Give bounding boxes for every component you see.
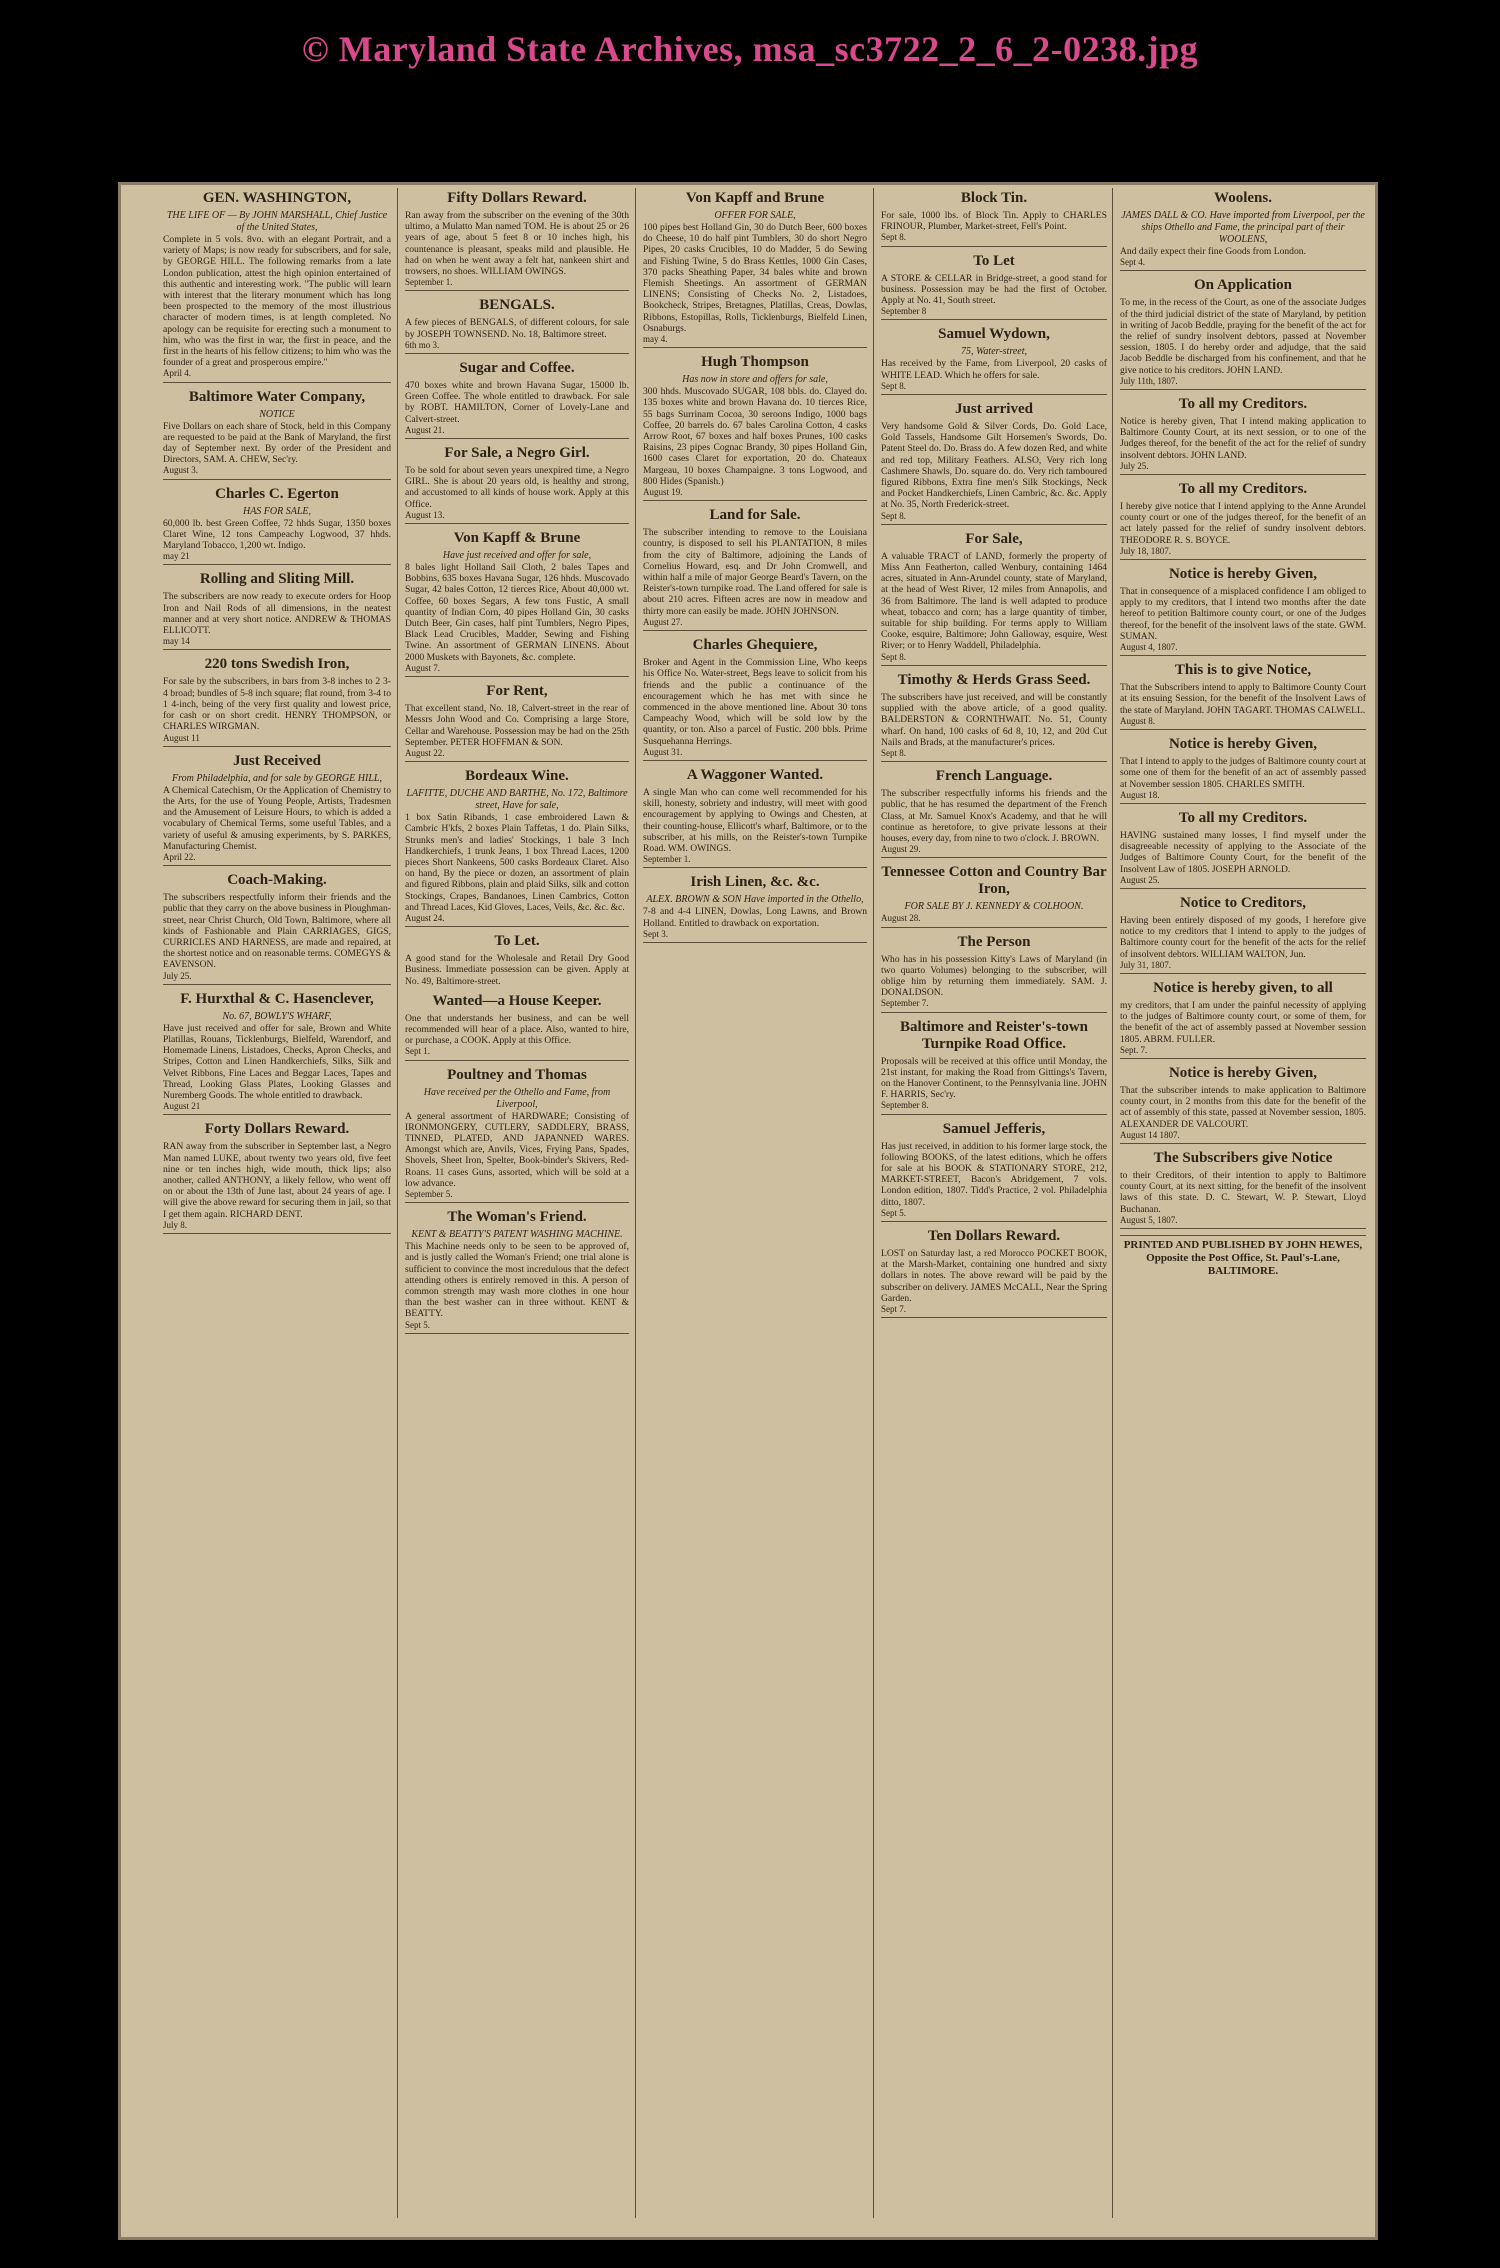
ad-date: September 5. (405, 1188, 453, 1199)
ad-date: Sept 7. (881, 1304, 907, 1314)
ad-dateline (881, 913, 1107, 927)
ad-date: August 24. (405, 912, 445, 923)
ad-heading: The Woman's Friend. (447, 1209, 587, 1226)
ad-date: September 8 (881, 306, 927, 317)
ad-date: Sept. 7. (1120, 1044, 1148, 1055)
ad-subheading: THE LIFE OF — By JOHN MARSHALL, Chief Justice of the United States, (166, 210, 388, 233)
ad-date: August 25. (1120, 874, 1160, 885)
ad-dateline (1120, 1045, 1366, 1059)
ad-dateline (881, 232, 1107, 246)
ad-heading: Von Kapff & Brune (453, 530, 581, 547)
ad-date: August 27. (643, 616, 683, 627)
ad-date: Sept 3. (643, 928, 669, 939)
advertisement (405, 360, 629, 439)
ad-body: To me, in the recess of the Court, as one of the associate Judges of the third judicial district of the state of Maryland, by petition in writing of Jacob Beddle, praying for the benefit of the act for the relief of sundry insolvent debtors, passed at November session, 1805. I do hereby order and adjudge, that the said Jacob Beddle be discharged from his confinement, and that he give notice to his creditors. JOHN LAND. (1120, 297, 1366, 376)
ad-date: August 11 (163, 732, 200, 743)
advertisement (163, 656, 391, 746)
ad-body: A Chemical Catechism, Or the Application of Chemistry to the Arts, for the use of Young People, Artists, Tradesmen and the Amusement of Leisure Hours, to which is added a vocabulary of Chemical Terms, some useful Tables, and a variety of useful & amusing experiments, by S. PARKES, Manufacturing Chemist. (163, 784, 391, 852)
ad-dateline (1120, 546, 1366, 560)
advertisement (643, 637, 867, 761)
ad-date: July 31, 1807. (1120, 959, 1172, 970)
ad-heading: Irish Linen, &c. &c. (690, 874, 820, 891)
column-rule (873, 188, 874, 2218)
archive-watermark: © Maryland State Archives, msa_sc3722_2_6_2-0238.jpg (301, 29, 1199, 69)
advertisement (881, 326, 1107, 395)
ad-body: The subscribers respectfully inform their friends and the public that they carry on the above business in Ploughman-street, near Christ Church, Old Town, Baltimore, where all kinds of Fashionable and Plain CARRIAGES, GIGS, CURRICLES AND HARNESS, are made and repaired, at the shortest notice and on reasonable terms. COMEGYS & EAVENSON. (163, 892, 391, 971)
ad-heading: Wanted—a House Keeper. (432, 992, 602, 1009)
ad-heading: A Waggoner Wanted. (686, 766, 824, 783)
ad-body: Has received by the Fame, from Liverpool, 20 casks of WHITE LEAD. Which he offers for sale. (881, 358, 1107, 381)
advertisement (405, 530, 629, 677)
advertisement (1120, 481, 1366, 560)
ad-heading: Notice is hereby Given, (1168, 566, 1318, 583)
ad-heading: Forty Dollars Reward. (204, 1121, 350, 1138)
ad-dateline (1120, 875, 1366, 889)
advertisement (881, 672, 1107, 762)
ad-dateline (1120, 1215, 1366, 1229)
ad-date: may 21 (163, 551, 190, 562)
ad-body: That I intend to apply to the judges of Baltimore county court at some one of them for the benefit of an act of assembly passed at November session 1805. CHARLES SMITH. (1120, 756, 1366, 790)
ad-dateline (405, 1189, 629, 1203)
newspaper-column (405, 188, 629, 2228)
ad-dateline (881, 748, 1107, 762)
ad-date: Sept 8. (881, 380, 907, 391)
ad-heading: Ten Dollars Reward. (927, 1227, 1061, 1244)
ad-heading: Block Tin. (960, 190, 1028, 206)
ad-body: Very handsome Gold & Silver Cords, Do. Gold Lace, Gold Tassels, Handsome Gilt Horsemen's Swords, Do. Patent Steel do. Do. Brass do. A few dozen Red, and white and red top, Military Feathers. ALSO, Very rich long Cashmere Shawls, Do. square do. do. Very rich tamboured figured Ribbons, Extra fine men's Silk Stockings, Neck and Pocket Handkerchiefs, Linen Cambric, &c. &c. Apply at No. 35, North Frederick-street. (881, 421, 1107, 511)
ad-date: September 1. (405, 277, 453, 288)
ad-date: August 5, 1807. (1120, 1214, 1178, 1225)
ad-heading: F. Hurxthal & C. Hasenclever, (180, 990, 374, 1007)
ad-dateline (163, 852, 391, 866)
ad-dateline (405, 748, 629, 762)
advertisement (881, 531, 1107, 666)
ad-heading: Baltimore and Reister's-town Turnpike Road Office. (899, 1018, 1089, 1052)
ad-body: RAN away from the subscriber in September last, a Negro Man named LUKE, about twenty two years old, five feet nine or ten inches high, wide mouth, thick lips; also another, called ANTHONY, a likely fellow, who went off on or about the 13th of June last, about 24 years of age. I will give the above reward for securing them in jail, so that I get them again. RICHARD DENT. (163, 1141, 391, 1220)
ad-body: 300 hhds. Muscovado SUGAR, 108 bbls. do. Clayed do. 135 boxes white and brown Havana do. 10 tierces Rice, 55 bags Surrinam Cocoa, 30 seroons Indigo, 1000 bags Coffee, 20 barrels do. 67 bales Carolina Cotton, 4 casks Arrow Root, 67 boxes and half boxes Prunes, 100 casks Raisins, 23 pipes Cognac Brandy, 30 pipes Holland Gin, 1600 cases Claret for exportation, 20 do. Chateaux Margeau, 10 boxes Champaigne. 3 tons Logwood, and 800 Hides (Spanish.) (643, 386, 867, 487)
ad-dateline (643, 487, 867, 501)
ad-date: August 19. (643, 487, 683, 498)
ad-heading: For Sale, a Negro Girl. (444, 445, 590, 462)
ad-body: Proposals will be received at this office until Monday, the 21st instant, for making the Road from Gittings's Tavern, on the Hanover Continent, to the Pennsylvania line. JOHN F. HARRIS, Sec'ry. (881, 1055, 1107, 1101)
ad-heading: Just arrived (955, 401, 1033, 418)
ad-heading: Land for Sale. (709, 507, 801, 524)
ad-body: That the Subscribers intend to apply to Baltimore County Court at its ensuing Session, for the benefit of the Insolvent Laws of the state of Maryland. JOHN TAGART. THOMAS CALWELL. (1120, 682, 1366, 716)
ad-body: A few pieces of BENGALS, of different colours, for sale by JOSEPH TOWNSEND. No. 18, Baltimore street. (405, 317, 629, 340)
ad-date: Sept 1. (405, 1046, 431, 1057)
ad-body: to their Creditors, of their intention to apply to Baltimore county Court, at its next sitting, for the benefit of the insolvent laws of this state. D. C. Stewart, W. P. Stewart, Lloyd Buchanan. (1120, 1169, 1366, 1215)
ad-heading: Von Kapff and Brune (685, 190, 825, 206)
ad-heading: For Sale, (965, 530, 1023, 547)
column-rule (1112, 188, 1113, 2218)
ad-body: 7-8 and 4-4 LINEN, Dowlas, Long Lawns, and Brown Holland. Entitled to drawback on exportation. (643, 906, 867, 929)
ad-dateline (405, 277, 629, 291)
printer-imprint: PRINTED AND PUBLISHED BY JOHN HEWES, Opposite the Post Office, St. Paul's-Lane, BALTIMORE. (1120, 1235, 1366, 1278)
ad-body: 470 boxes white and brown Havana Sugar, 15000 lb. Green Coffee. The whole entitled to drawback. For sale by ROBT. HAMILTON, Corner of Lovely-Lane and Calvert-street. (405, 380, 629, 425)
ad-date: August 21. (405, 424, 445, 435)
advertisement (1120, 662, 1366, 730)
advertisement (881, 253, 1107, 321)
ad-dateline (881, 1304, 1107, 1318)
ad-body: HAVING sustained many losses, I find myself under the disagreeable necessity of applying to the Associate of the Judges of Baltimore County Court, for the benefit of the Insolvent Law of 1805. JOSEPH ARNOLD. (1120, 829, 1366, 875)
ad-heading: Samuel Jefferis, (942, 1120, 1046, 1137)
ad-body: Have just received and offer for sale, Brown and White Platillas, Rouans, Ticklenburgs, Bielfeld, Warendorf, and Homemade Linens, Listadoes, Checks, Apron Checks, and Stripes, Cotton and Linen Handkerchiefs, Silks, Silk and Velvet Ribbons, Fine Laces and Beggar Laces, Tapes and Thread, Looking Glass Plates, Looking Glasses and Nuremberg Goods. The whole entitled to drawback. (163, 1022, 391, 1101)
ad-heading: To all my Creditors. (1178, 481, 1308, 498)
advertisement (1120, 895, 1366, 974)
advertisement (405, 683, 629, 762)
advertisement (405, 445, 629, 524)
ad-dateline (163, 636, 391, 650)
advertisement (163, 571, 391, 650)
ad-date: September 1. (643, 854, 691, 865)
ad-body: A general assortment of HARDWARE; Consisting of IRONMONGERY, CUTLERY, SADDLERY, BRASS, TINNED, PLATED, AND JAPANNED WARES. Amongst which are, Anvils, Vices, Frying Pans, Spades, Shovels, Sheet Iron, Spelter, Book-binder's Skivers, Red-Roans. 11 cases Guns, assorted, which will be sold at a low advance. (405, 1110, 629, 1189)
ad-heading: GEN. WASHINGTON, (202, 190, 352, 206)
ad-heading: Notice to Creditors, (1180, 894, 1306, 911)
ad-dateline (405, 1320, 629, 1334)
ad-heading: Rolling and Sliting Mill. (199, 571, 355, 588)
advertisement (1120, 1150, 1366, 1229)
ad-heading: Charles C. Egerton (215, 485, 339, 502)
ad-heading: The Person (957, 933, 1031, 950)
ad-dateline (881, 381, 1107, 395)
ad-date: Sept 5. (881, 1207, 907, 1218)
ad-body: Five Dollars on each share of Stock, held in this Company are requested to be paid at the Bank of Maryland, the first day of September next. By order of the President and Directors, SAM. A. CHEW, Sec'ry. (163, 420, 391, 466)
ad-body: This Machine needs only to be seen to be approved of, and is justly called the Woman's Friend; one trial alone is sufficient to convince the most incredulous that the defect attending others is entirely removed in this. A person of common strength may wash more clothes in one hour than the best washer can in three without. KENT & BEATTY. (405, 1241, 629, 1320)
ad-date: August 31. (643, 746, 683, 757)
ad-date: Sept 8. (881, 510, 907, 521)
ad-dateline (881, 306, 1107, 320)
ad-body: A STORE & CELLAR in Bridge-street, a good stand for business. Possession may be had the first of October. Apply at No. 41, South street. (881, 272, 1107, 307)
ad-date: August 14 1807. (1120, 1129, 1180, 1140)
ad-dateline (405, 425, 629, 439)
ad-heading: Sugar and Coffee. (459, 360, 575, 377)
advertisement (881, 934, 1107, 1013)
ad-heading: Coach-Making. (227, 872, 327, 889)
ad-heading: To Let (973, 252, 1015, 269)
ad-heading: 220 tons Swedish Iron, (204, 656, 350, 673)
ad-date: August 7. (405, 662, 441, 673)
ad-dateline (1120, 376, 1366, 390)
ad-body: One that understands her business, and can be well recommended will hear of a place. Also, wanted to hire, or purchase, a COOK. Apply at this Office. (405, 1012, 629, 1047)
ad-date: July 18, 1807. (1120, 545, 1172, 556)
ad-dateline (405, 1046, 629, 1060)
ad-dateline (405, 340, 629, 354)
ad-heading: Notice is hereby Given, (1168, 736, 1318, 753)
advertisement (163, 753, 391, 866)
ad-subheading: NOTICE (259, 408, 295, 420)
advertisement (1120, 396, 1366, 475)
ad-body: A valuable TRACT of LAND, formerly the property of Miss Ann Featherton, called Wenbury, containing 1464 acres, situated in Ann-Arundel county, state of Maryland, at the head of West River, 12 miles from Annapolis, and 36 from Baltimore. The land is well adapted to produce wheat, tobacco and corn; has a large quantity of timber, suitable for ship building. For terms apply to William Cooke, esquire, Baltimore; John Galloway, esquire, West River; or to Henry Waddell, Philadelphia. (881, 550, 1107, 652)
ad-dateline (643, 617, 867, 631)
ad-dateline (643, 334, 867, 348)
advertisement (405, 297, 629, 354)
advertisement (643, 767, 867, 868)
ad-date: August 3. (163, 465, 199, 476)
ad-dateline (881, 652, 1107, 666)
ad-heading: Notice is hereby Given, (1168, 1064, 1318, 1081)
ad-body: Ran away from the subscriber on the evening of the 30th ultimo, a Mulatto Man named TOM. He is about 25 or 26 years of age, about 5 feet 8 or 10 inches high, his countenance is pleasant, speaks mild and plausible. He had on when he went away a felt hat, nankeen shirt and trowsers, no shoes. WILLIAM OWINGS. (405, 210, 629, 278)
advertisement (643, 354, 867, 501)
ad-dateline (163, 733, 391, 747)
ad-body: A single Man who can come well recommended for his skill, honesty, sobriety and industry, will meet with good encouragement by applying to Owings and Chesten, at their counting-house, Ellicott's wharf, Baltimore, or to the subscriber, at his mills, on the Reister's-town Turnpike Road. WM. OWINGS. (643, 786, 867, 854)
ad-heading: Poultney and Thomas (447, 1066, 587, 1083)
ad-subheading: HAS FOR SALE, (242, 505, 312, 517)
ad-date: Sept 8. (881, 747, 907, 758)
column-rule (635, 188, 636, 2218)
ad-dateline (405, 663, 629, 677)
ad-date: 6th mo 3. (405, 339, 440, 350)
ad-body: For sale, 1000 lbs. of Block Tin. Apply to CHARLES FRINOUR, Plumber, Market-street, Fell's Point. (881, 210, 1107, 233)
ad-subheading: Have just received and offer for sale, (442, 550, 592, 562)
newspaper-column (163, 188, 391, 2228)
ad-body: The subscribers have just received, and will be constantly supplied with the above article, of a good quality. BALDERSTON & CORNTHWAIT. No. 51, County wharf. On hand, 100 casks of 6d 8, 10, 12, and 20d Cut Nails and Brads, at the manufacturer's prices. (881, 691, 1107, 748)
ad-date: August 22. (405, 747, 445, 758)
ad-body: Who has in his possession Kitty's Laws of Maryland (in two quarto Volumes) belonging to the subscriber, will oblige him by returning them immediately. SAM. J. DONALDSON. (881, 953, 1107, 999)
ad-heading: Fifty Dollars Reward. (447, 190, 587, 206)
ad-date: July 11th, 1807. (1120, 375, 1178, 386)
ad-heading: The Subscribers give Notice (1153, 1149, 1333, 1166)
ad-subheading: LAFITTE, DUCHE AND BARTHE, No. 172, Baltimore street, Have for sale, (406, 788, 628, 812)
advertisement (1120, 1065, 1366, 1144)
advertisement (881, 768, 1107, 858)
ad-body: To be sold for about seven years unexpired time, a Negro GIRL. She is about 20 years old, is healthy and strong, and accustomed to all kinds of house work. Apply at this Office. (405, 465, 629, 510)
ad-body: LOST on Saturday last, a red Morocco POCKET BOOK, at the Marsh-Market, containing one hundred and sixty dollars in notes. The above reward will be paid by the subscriber on delivery. JAMES McCALL, Near the Spring Garden. (881, 1247, 1107, 1304)
ad-subheading: No. 67, BOWLY'S WHARF, (222, 1010, 332, 1022)
ad-dateline (643, 854, 867, 868)
newspaper-column (1120, 188, 1366, 2228)
ad-subheading: ALEX. BROWN & SON Have imported in the Othello, (646, 894, 864, 906)
ad-dateline (881, 1208, 1107, 1222)
ad-subheading: 75, Water-street, (961, 346, 1027, 358)
ad-body: The subscribers are now ready to execute orders for Hoop Iron and Nail Rods of all dimensions, in the neatest manner and at very short notice. ANDREW & THOMAS ELLICOTT. (163, 591, 391, 637)
ad-date: April 22. (163, 851, 196, 862)
advertisement (163, 991, 391, 1116)
ad-heading: Bordeaux Wine. (465, 768, 569, 785)
ad-dateline (405, 510, 629, 524)
ad-dateline (1120, 642, 1366, 656)
ad-dateline (163, 1220, 391, 1234)
advertisement (881, 401, 1107, 525)
ad-dateline (163, 368, 391, 382)
ad-body: Complete in 5 vols. 8vo. with an elegant Portrait, and a variety of Maps; is now ready for subscribers, and for sale, by GEORGE HILL. The following remarks from a late London publication, attest the high opinion entertained of this authentic and interesting work. "The public will learn with interest that the literary monument which has long been prospected to the memory of the most illustrious character of modern times, is at length completed. No apology can be requisite for erecting such a monument to him, who was the first in war, the first in peace, and the first in the hearts of his fellow citizens; to him who was the founder of a great and prosperous empire." (163, 234, 391, 369)
ad-body: A good stand for the Wholesale and Retail Dry Good Business. Immediate possession can be given. Apply at No. 49, Baltimore-street. (405, 953, 629, 987)
ad-body: That in consequence of a misplaced confidence I am obliged to apply to my creditors, that I intend two months after the date hereof to petition Baltimore county court, or one of the Judges thereof, for the benefit of the insolvent laws of the state. GWM. SUMAN. (1120, 586, 1366, 642)
ad-heading: Baltimore Water Company, (188, 388, 366, 405)
ad-heading: BENGALS. (479, 297, 555, 314)
ad-heading: Timothy & Herds Grass Seed. (897, 671, 1091, 688)
ad-body: I hereby give notice that I intend applying to the Anne Arundel county court or one of the judges thereof, for the benefit of an act lately passed for the relief of sundry insolvent debtors. THEODORE R. S. BOYCE. (1120, 501, 1366, 546)
advertisement (405, 1209, 629, 1334)
ad-dateline (163, 1101, 391, 1115)
newspaper-column (643, 188, 867, 2228)
ad-dateline (1120, 960, 1366, 974)
ad-date: August 13. (405, 509, 445, 520)
ad-dateline (163, 551, 391, 565)
advertisement (405, 1067, 629, 1204)
ad-body: my creditors, that I am under the painful necessity of applying to the judges of Baltimore county court, or some of them, for the benefit of the act of assembly passed at November session 1805. ABRM. FULLER. (1120, 999, 1366, 1045)
ad-subheading: From Philadelphia, and for sale by GEORGE HILL, (172, 772, 382, 784)
advertisement (881, 190, 1107, 247)
advertisement (1120, 190, 1366, 271)
advertisement (643, 874, 867, 943)
ad-heading: Woolens. (1214, 190, 1272, 206)
ad-date: August 8. (1120, 715, 1156, 726)
ad-heading: On Application (1194, 277, 1292, 294)
advertisement (1120, 566, 1366, 656)
ad-subheading: KENT & BEATTY'S PATENT WASHING MACHINE. (411, 1229, 623, 1241)
ad-dateline (881, 998, 1107, 1012)
advertisement (1120, 736, 1366, 804)
ad-dateline (881, 1100, 1107, 1114)
advertisement (405, 768, 629, 927)
ad-date: August 29. (881, 844, 921, 855)
ad-heading: To all my Creditors. (1178, 809, 1308, 826)
ad-subheading: Has now in store and offers for sale, (682, 374, 828, 386)
ad-date: August 18. (1120, 789, 1160, 800)
ad-dateline (881, 844, 1107, 858)
ad-body: 8 bales light Holland Sail Cloth, 2 bales Tapes and Bobbins, 635 boxes Havana Sugar, 126 hhds. Muscovado Sugar, 42 bales Cotton, 12 tierces Rice, About 40,000 wt. Coffee, 60 boxes Segars, A few tons Fustic, A small quantity of Indian Corn, 40 pipes Holland Gin, 30 casks Dutch Beer, Gin cases, half pint Tumblers, Negro Pipes, Black Lead Crucibles, Madder, Sewing and Fishing Twine. An assortment of GERMAN LINENS. About 2000 Muskets with Bayonets, &c. complete. (405, 562, 629, 663)
advertisement (643, 507, 867, 631)
ad-date: may 14 (163, 636, 190, 647)
ad-dateline (1120, 716, 1366, 730)
ad-dateline (1120, 257, 1366, 271)
ad-date: July 25. (163, 970, 192, 981)
ad-body: 1 box Satin Ribands, 1 case embroidered Lawn & Cambric H'kfs, 2 boxes Plain Taffetas, 1 do. Plain Silks, Strunks men's and ladies' Stockings, 1 bale 3 Inch Handkerchiefs, 1 trunk Jeans, 1 box Thread Laces, 1200 pieces Short Nankeens, 500 casks Bordeaux Claret. Also on hand, By the piece or dozen, an assortment of plain and figured Ribbons, plain and plaid Silks, silk and cotton Stockings, Crapes, Bandanoes, Linen Cambrics, Cotton and Thread Laces, Kid Gloves, Laces, Veils, &c. &c. &c. (405, 812, 629, 913)
ad-date: September 8. (881, 1100, 929, 1111)
ad-dateline (1120, 790, 1366, 804)
ad-heading: Charles Ghequiere, (692, 637, 818, 654)
ad-date: August 21 (163, 1101, 201, 1112)
ad-subheading: JAMES DALL & CO. Have imported from Liverpool, per the ships Othello and Fame, the principal part of their WOOLENS, (1121, 210, 1365, 245)
ad-date: may 4. (643, 334, 668, 345)
advertisement (643, 190, 867, 348)
newspaper-column (881, 188, 1107, 2228)
ad-heading: Hugh Thompson (701, 354, 809, 371)
ad-dateline (643, 929, 867, 943)
ad-date: August 4, 1807. (1120, 642, 1178, 653)
advertisement (405, 933, 629, 987)
advertisement (881, 1228, 1107, 1318)
ad-subheading: FOR SALE BY J. KENNEDY & COLHOON. (904, 901, 1084, 913)
ad-subheading: OFFER FOR SALE, (714, 210, 796, 221)
advertisement (1120, 277, 1366, 390)
advertisement (163, 190, 391, 383)
ad-body: Having been entirely disposed of my goods, I herefore give notice to my creditors that I intend to apply to the judges of Baltimore county court for the benefit of the acts for the relief of insolvent debtors. WILLIAM WALTON, Jun. (1120, 914, 1366, 960)
advertisement (881, 1019, 1107, 1115)
ad-heading: To Let. (494, 933, 540, 950)
ad-heading: To all my Creditors. (1178, 396, 1308, 413)
advertisement (163, 486, 391, 566)
advertisement (881, 1121, 1107, 1222)
ad-dateline (881, 511, 1107, 525)
ad-date: July 25. (1120, 460, 1149, 471)
ad-dateline (405, 913, 629, 927)
ad-body: That the subscriber intends to make application to Baltimore county court, in 2 months from this date for the benefit of the act of assembly of this state, passed at November session, 1805. ALEXANDER DE VALCOURT. (1120, 1084, 1366, 1130)
ad-body: Has just received, in addition to his former large stock, the following BOOKS, of the latest editions, which he offers for sale at his BOOK & STATIONARY STORE, 212, MARKET-STREET, Bacon's Abridgement, 7 vols. London edition, 1807. Tidd's Practice, 2 vol. Philadelphia ditto, 1807. (881, 1140, 1107, 1208)
ad-subheading: Have received per the Othello and Fame, from Liverpool, (423, 1086, 611, 1110)
ad-body: And daily expect their fine Goods from London. (1120, 246, 1306, 257)
ad-heading: Samuel Wydown, (938, 326, 1050, 343)
ad-heading: Notice is hereby given, to all (1153, 979, 1333, 996)
advertisement (405, 190, 629, 291)
ad-date: August 28. (881, 913, 921, 924)
ad-dateline (163, 971, 391, 985)
ad-body: For sale by the subscribers, in bars from 3-8 inches to 2 3-4 broad; bundles of 5-8 inch square; flat round, from 3-4 to 1 4-inch, being of the very first quality and lowest price, for cash or on short credit. HENRY THOMPSON, or CHARLES WIRGMAN. (163, 676, 391, 733)
ad-heading: Tennessee Cotton and Country Bar Iron, (881, 864, 1107, 898)
ad-heading: Just Received (233, 752, 321, 769)
ad-date: July 8. (163, 1219, 188, 1230)
ad-heading: This is to give Notice, (1174, 662, 1312, 679)
ad-body: 100 pipes best Holland Gin, 30 do Dutch Beer, 600 boxes do Cheese, 10 do half pint Tumblers, 30 do short Negro Pipes, 20 casks Crucibles, 10 do Madder, 5 do Sewing and Fishing Twine, 5 do Brass Kettles, 1000 Gin Cases, 370 packs Sheathing Paper, 34 bales white and brown Flemish Sheetings. An assortment of GERMAN LINENS; Consisting of Checks No. 2, Listadoes, Bookcheck, Stripes, Bretagnes, Platillas, Creas, Dowlas, Ribbons, Estopillas, Rolls, Ticklenburgs, Bielfeld Linen, Osnaburgs. (643, 222, 867, 334)
column-rule (397, 188, 398, 2218)
advertisement (1120, 810, 1366, 889)
advertisement (163, 389, 391, 480)
ad-heading: For Rent, (486, 683, 548, 700)
ad-date: September 7. (881, 998, 929, 1009)
ad-body: Broker and Agent in the Commission Line, Who keeps his Office No. Water-street, Begs leave to solicit from his friends and the public a continuance of the encouragement which he has met with since he commenced in the above mentioned line. About 30 tons Campeachy Wood, which will be sold low by the quantity, or ton. Also a parcel of Fustic. 200 bbls. Prime Susquehanna Herrings. (643, 657, 867, 747)
ad-heading: French Language. (935, 768, 1053, 785)
ad-dateline (163, 465, 391, 479)
ad-date: Sept 5. (405, 1319, 431, 1330)
ad-dateline (643, 747, 867, 761)
ad-body: That excellent stand, No. 18, Calvert-street in the rear of Messrs John Wood and Co. Comprising a large Store, Cellar and Warehouse. Possession may be had on the 25th September. PETER HOFFMAN & SON. (405, 703, 629, 748)
ad-body: The subscriber intending to remove to the Louisiana country, is disposed to sell his PLANTATION, 8 miles from the city of Baltimore, adjoining the Lands of Cornelius Howard, esq. and Dr John Cromwell, and within half a mile of major George Beard's Tavern, on the Reister's-town turnpike road. The Land offered for sale is about 210 acres. Fifteen acres are now in meadow and thirty more can easily be made. JOHN JOHNSON. (643, 527, 867, 617)
advertisement (163, 1121, 391, 1234)
ad-date: April 4. (163, 368, 191, 379)
ad-date: Sept 4. (1120, 257, 1146, 268)
ad-dateline (1120, 461, 1366, 475)
ad-date: Sept 8. (881, 232, 907, 243)
ad-body: The subscriber respectfully informs his friends and the public, that he has resumed the department of the French Class, at Mr. Samuel Knox's Academy, and that he will continue as heretofore, to give private lessons at their houses, every day, from nine to two o'clock. J. BROWN. (881, 788, 1107, 844)
ad-body: 60,000 lb. best Green Coffee, 72 hhds Sugar, 1350 boxes Claret Wine, 12 tons Campeachy Logwood, 37 hhds. Maryland Tobacco, 1,200 wt. Indigo. (163, 517, 391, 552)
advertisement (881, 864, 1107, 927)
advertisement (163, 872, 391, 985)
advertisement (1120, 980, 1366, 1059)
ad-body: Notice is hereby given, That I intend making application to Baltimore County Court, at its next session, or to one of the Judges thereof, for the benefit of the act for the relief of sundry insolvent debtors. JOHN LAND. (1120, 416, 1366, 461)
advertisement (405, 993, 629, 1061)
ad-date: Sept 8. (881, 651, 907, 662)
ad-dateline (1120, 1130, 1366, 1144)
